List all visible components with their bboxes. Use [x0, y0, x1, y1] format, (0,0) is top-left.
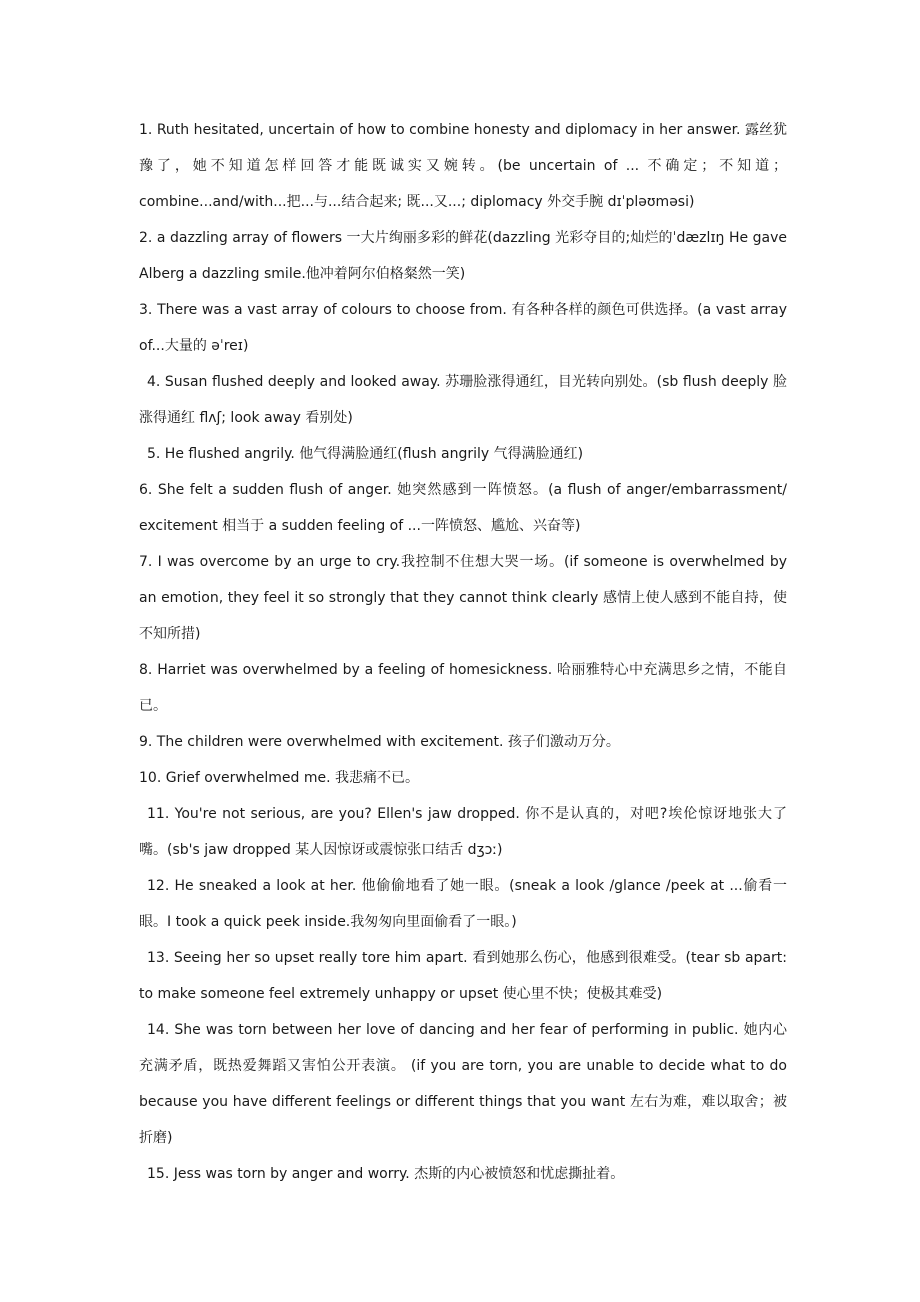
entry-9: 9. The children were overwhelmed with excitement. 孩子们激动万分。 — [139, 734, 620, 750]
entry-4: 4. Susan flushed deeply and looked away. 苏珊脸涨得通红，目光转向别处。(sb flush deeply 脸涨得通红 flʌʃ; look away 看别处) — [139, 374, 787, 426]
entry-13: 13. Seeing her so upset really tore him apart. 看到她那么伤心，他感到很难受。(tear sb apart: to make someone feel extremely unhappy or upset 使心里不快；使极其难受) — [139, 950, 787, 1002]
entry-14: 14. She was torn between her love of dancing and her fear of performing in public. 她内心充满矛盾，既热爱舞蹈又害怕公开表演。 (if you are torn, you are unable to decide what to do because you have different feelings or different things that you want 左右为难，难以取舍；被折磨) — [139, 1022, 787, 1146]
entry-5: 5. He flushed angrily. 他气得满脸通红(flush angrily 气得满脸通红) — [147, 446, 584, 462]
entry-11: 11. You're not serious, are you? Ellen's jaw dropped. 你不是认真的，对吧?埃伦惊讶地张大了嘴。(sb's jaw dropped 某人因惊讶或震惊张口结舌 dʒɔː) — [139, 806, 787, 858]
entry-3: 3. There was a vast array of colours to choose from. 有各种各样的颜色可供选择。(a vast array of...大量的 əˈreɪ) — [139, 302, 787, 354]
entry-1: 1. Ruth hesitated, uncertain of how to combine honesty and diplomacy in her answer. 露丝犹豫了，她不知道怎样回答才能既诚实又婉转。(be uncertain of ... 不确定；不知道；combine...and/with...把...与...结合起来; 既...又...; diplomacy 外交手腕 dɪˈpləʊməsi) — [139, 122, 787, 210]
entry-6: 6. She felt a sudden flush of anger. 她突然感到一阵愤怒。(a flush of anger/embarrassment/ excitement 相当于 a sudden feeling of ...一阵愤怒、尴尬、兴奋等) — [139, 482, 787, 534]
entry-12: 12. He sneaked a look at her. 他偷偷地看了她一眼。(sneak a look /glance /peek at ...偷看一眼。I took a quick peek inside.我匆匆向里面偷看了一眼。) — [139, 878, 787, 930]
entry-10: 10. Grief overwhelmed me. 我悲痛不已。 — [139, 770, 419, 786]
entry-2: 2. a dazzling array of flowers 一大片绚丽多彩的鲜花(dazzling 光彩夺目的;灿烂的ˈdæzlɪŋ He gave Alberg a dazzling smile.他冲着阿尔伯格粲然一笑) — [139, 230, 787, 282]
entry-7: 7. I was overcome by an urge to cry.我控制不住想大哭一场。(if someone is overwhelmed by an emotion, they feel it so strongly that they cannot think clearly 感情上使人感到不能自持，使不知所措) — [139, 554, 787, 642]
entry-15: 15. Jess was torn by anger and worry. 杰斯的内心被愤怒和忧虑撕扯着。 — [147, 1166, 625, 1182]
document-page — [139, 112, 787, 1192]
entry-8: 8. Harriet was overwhelmed by a feeling of homesickness. 哈丽雅特心中充满思乡之情，不能自已。 — [139, 662, 787, 714]
